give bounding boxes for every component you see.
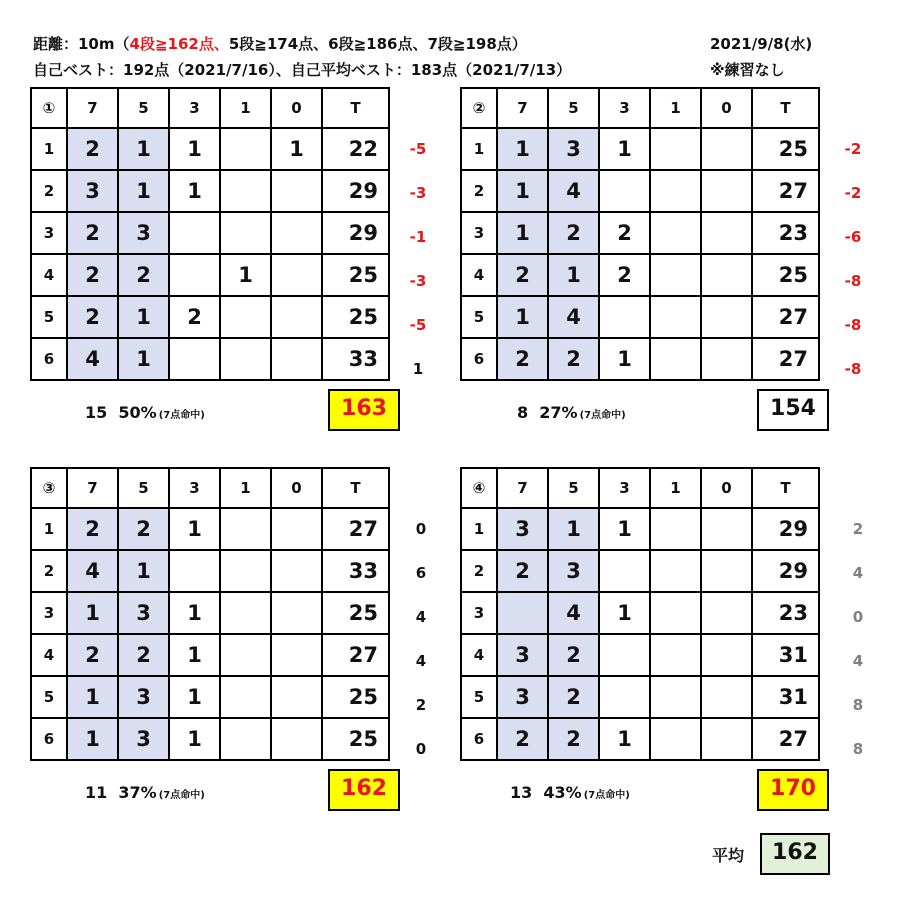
end-total: 31 <box>752 634 819 676</box>
hit-count-cell: 3 <box>548 128 599 170</box>
column-header: 1 <box>220 468 271 508</box>
hit-count-cell <box>599 550 650 592</box>
hit-summary <box>85 403 205 422</box>
round-table-1 <box>30 87 390 381</box>
hit-count-cell: 1 <box>169 634 220 676</box>
table-row <box>461 676 819 718</box>
hit-count-cell: 1 <box>497 296 548 338</box>
hit-count-cell: 1 <box>497 170 548 212</box>
score-difference: 4 <box>415 608 427 626</box>
round-table-2 <box>460 87 820 381</box>
end-total: 27 <box>752 170 819 212</box>
table-row <box>461 592 819 634</box>
column-header: 0 <box>271 88 322 128</box>
table-row <box>461 170 819 212</box>
score-difference: -1 <box>409 228 427 246</box>
hit-count-cell <box>701 592 752 634</box>
hit-count-cell: 3 <box>118 676 169 718</box>
hit-count-cell: 1 <box>548 508 599 550</box>
table-row <box>31 718 389 760</box>
column-header: 1 <box>650 468 701 508</box>
hit-count-cell: 1 <box>599 338 650 380</box>
hit-count-cell <box>701 170 752 212</box>
hit-count-cell <box>271 508 322 550</box>
hit-count-cell <box>701 296 752 338</box>
hit-count-cell <box>271 634 322 676</box>
hit-count-cell: 2 <box>599 254 650 296</box>
hit-count-cell <box>650 508 701 550</box>
hit-count-cell: 1 <box>169 676 220 718</box>
end-total: 29 <box>752 550 819 592</box>
column-header: T <box>752 468 819 508</box>
end-total: 27 <box>322 634 389 676</box>
column-header: 5 <box>548 468 599 508</box>
hit-count-cell <box>650 634 701 676</box>
table-row <box>31 634 389 676</box>
end-total: 33 <box>322 338 389 380</box>
column-header: 7 <box>67 88 118 128</box>
end-total: 23 <box>752 212 819 254</box>
hit-count-cell: 2 <box>118 508 169 550</box>
hit-count-cell <box>599 634 650 676</box>
hit-count-cell: 2 <box>497 718 548 760</box>
hit-count-cell: 4 <box>67 338 118 380</box>
hit-count-cell: 3 <box>118 718 169 760</box>
hit-count-cell <box>701 212 752 254</box>
hit-count-cell <box>650 170 701 212</box>
end-total: 29 <box>322 170 389 212</box>
hit-note: (7点命中) <box>158 790 205 801</box>
column-header: T <box>322 88 389 128</box>
round-total: 170 <box>757 769 829 811</box>
hit-count-cell <box>271 338 322 380</box>
end-number: 2 <box>31 550 67 592</box>
seven-point-count: 8 <box>517 403 529 422</box>
hit-count-cell: 2 <box>118 254 169 296</box>
hit-count-cell: 3 <box>497 634 548 676</box>
hit-count-cell <box>650 676 701 718</box>
score-difference: -6 <box>844 228 862 246</box>
end-total: 31 <box>752 676 819 718</box>
hit-count-cell <box>220 128 271 170</box>
hit-count-cell <box>701 718 752 760</box>
end-total: 25 <box>322 718 389 760</box>
end-number: 2 <box>461 170 497 212</box>
hit-count-cell: 1 <box>220 254 271 296</box>
hit-count-cell: 4 <box>67 550 118 592</box>
table-header-row <box>31 88 389 128</box>
hit-count-cell: 1 <box>67 676 118 718</box>
score-difference: -8 <box>844 272 862 290</box>
round-number-header: ③ <box>31 468 67 508</box>
score-difference: 0 <box>415 520 427 538</box>
hit-count-cell: 2 <box>497 550 548 592</box>
end-total: 29 <box>322 212 389 254</box>
table-row <box>461 254 819 296</box>
hit-count-cell <box>271 296 322 338</box>
table-row <box>31 508 389 550</box>
end-total: 29 <box>752 508 819 550</box>
hit-count-cell: 2 <box>169 296 220 338</box>
end-total: 27 <box>752 338 819 380</box>
hit-count-cell: 4 <box>548 296 599 338</box>
hit-count-cell <box>220 508 271 550</box>
rank-4-threshold: 4段≧162点、 <box>129 35 229 53</box>
hit-count-cell: 2 <box>548 676 599 718</box>
hit-summary <box>510 783 630 802</box>
hit-count-cell: 2 <box>67 254 118 296</box>
column-header: 7 <box>497 88 548 128</box>
hit-count-cell <box>701 254 752 296</box>
hit-count-cell <box>650 718 701 760</box>
hit-count-cell <box>169 254 220 296</box>
hit-count-cell: 2 <box>67 128 118 170</box>
hit-count-cell <box>701 338 752 380</box>
score-difference: 8 <box>852 740 864 758</box>
end-total: 27 <box>752 296 819 338</box>
hit-summary <box>85 783 205 802</box>
end-number: 1 <box>461 128 497 170</box>
end-total: 33 <box>322 550 389 592</box>
round-number-header: ① <box>31 88 67 128</box>
hit-count-cell <box>701 508 752 550</box>
hit-count-cell: 2 <box>548 212 599 254</box>
end-number: 5 <box>461 676 497 718</box>
column-header: T <box>752 88 819 128</box>
table-row <box>31 254 389 296</box>
hit-count-cell: 2 <box>67 508 118 550</box>
hit-count-cell <box>220 676 271 718</box>
hit-count-cell <box>271 718 322 760</box>
hit-summary <box>517 403 626 422</box>
column-header: 3 <box>599 88 650 128</box>
end-number: 1 <box>461 508 497 550</box>
column-header: T <box>322 468 389 508</box>
column-header: 1 <box>650 88 701 128</box>
average-label: 平均 <box>712 846 745 865</box>
table-row <box>31 550 389 592</box>
hit-count-cell <box>220 212 271 254</box>
table-row <box>461 212 819 254</box>
table-row <box>31 128 389 170</box>
score-difference: 4 <box>852 652 864 670</box>
hit-count-cell: 3 <box>118 212 169 254</box>
end-number: 3 <box>461 212 497 254</box>
hit-note: (7点命中) <box>579 410 626 421</box>
table-row <box>461 296 819 338</box>
hit-count-cell: 1 <box>118 128 169 170</box>
hit-count-cell: 2 <box>497 338 548 380</box>
hit-count-cell: 1 <box>599 128 650 170</box>
round-total: 162 <box>328 769 400 811</box>
hit-count-cell: 2 <box>497 254 548 296</box>
hit-count-cell: 4 <box>548 592 599 634</box>
score-difference: -5 <box>409 140 427 158</box>
table-row <box>461 508 819 550</box>
score-difference: -8 <box>844 316 862 334</box>
score-difference: -3 <box>409 184 427 202</box>
score-difference: 2 <box>415 696 427 714</box>
round-total: 163 <box>328 389 400 431</box>
average-value: 162 <box>760 833 830 875</box>
end-number: 3 <box>31 592 67 634</box>
column-header: 3 <box>599 468 650 508</box>
hit-count-cell: 2 <box>599 212 650 254</box>
end-total: 27 <box>752 718 819 760</box>
seven-point-percent: 27% <box>539 403 578 422</box>
hit-count-cell: 1 <box>67 592 118 634</box>
seven-point-count: 11 <box>85 783 108 802</box>
hit-count-cell: 3 <box>548 550 599 592</box>
hit-note: (7点命中) <box>583 790 630 801</box>
table-header-row <box>461 88 819 128</box>
hit-count-cell: 1 <box>118 296 169 338</box>
score-difference: -8 <box>844 360 862 378</box>
column-header: 0 <box>271 468 322 508</box>
hit-count-cell: 1 <box>169 718 220 760</box>
column-header: 3 <box>169 88 220 128</box>
hit-count-cell <box>169 212 220 254</box>
hit-count-cell: 1 <box>599 508 650 550</box>
score-difference: -3 <box>409 272 427 290</box>
seven-point-count: 13 <box>510 783 533 802</box>
hit-count-cell: 1 <box>169 592 220 634</box>
table-row <box>31 212 389 254</box>
hit-count-cell: 1 <box>118 550 169 592</box>
score-difference: -2 <box>844 184 862 202</box>
end-total: 25 <box>752 128 819 170</box>
round-table-3 <box>30 467 390 761</box>
end-number: 5 <box>31 676 67 718</box>
end-total: 25 <box>322 592 389 634</box>
score-difference: 6 <box>415 564 427 582</box>
hit-count-cell <box>599 676 650 718</box>
end-number: 2 <box>461 550 497 592</box>
hit-count-cell <box>220 592 271 634</box>
score-difference: -5 <box>409 316 427 334</box>
end-number: 3 <box>461 592 497 634</box>
end-total: 25 <box>322 254 389 296</box>
end-total: 23 <box>752 592 819 634</box>
round-table-4 <box>460 467 820 761</box>
end-number: 4 <box>461 254 497 296</box>
hit-count-cell: 1 <box>169 508 220 550</box>
hit-count-cell <box>599 296 650 338</box>
table-row <box>461 338 819 380</box>
score-difference: 2 <box>852 520 864 538</box>
round-total: 154 <box>757 389 829 431</box>
seven-point-percent: 37% <box>118 783 157 802</box>
score-difference: 8 <box>852 696 864 714</box>
hit-count-cell <box>220 170 271 212</box>
score-difference: 0 <box>852 608 864 626</box>
hit-count-cell: 3 <box>497 676 548 718</box>
hit-count-cell <box>220 634 271 676</box>
end-number: 6 <box>31 338 67 380</box>
round-number-header: ④ <box>461 468 497 508</box>
end-number: 4 <box>31 634 67 676</box>
table-header-row <box>461 468 819 508</box>
hit-count-cell: 3 <box>118 592 169 634</box>
table-row <box>461 718 819 760</box>
column-header: 5 <box>548 88 599 128</box>
end-total: 22 <box>322 128 389 170</box>
hit-note: (7点命中) <box>158 410 205 421</box>
hit-count-cell: 2 <box>548 338 599 380</box>
column-header: 0 <box>701 468 752 508</box>
seven-point-count: 15 <box>85 403 108 422</box>
seven-point-percent: 50% <box>118 403 157 422</box>
rank-thresholds: 5段≧174点、6段≧186点、7段≧198点） <box>228 35 527 53</box>
hit-count-cell <box>271 592 322 634</box>
hit-count-cell: 2 <box>548 718 599 760</box>
end-number: 6 <box>461 338 497 380</box>
hit-count-cell: 1 <box>497 128 548 170</box>
score-difference: 1 <box>412 360 424 378</box>
hit-count-cell <box>497 592 548 634</box>
hit-count-cell <box>271 550 322 592</box>
end-number: 2 <box>31 170 67 212</box>
hit-count-cell: 1 <box>118 338 169 380</box>
hit-count-cell: 1 <box>271 128 322 170</box>
end-total: 27 <box>322 508 389 550</box>
hit-count-cell <box>650 550 701 592</box>
hit-count-cell: 1 <box>599 592 650 634</box>
score-difference: 0 <box>415 740 427 758</box>
hit-count-cell <box>220 718 271 760</box>
table-row <box>31 338 389 380</box>
end-total: 25 <box>752 254 819 296</box>
distance-text: 距離：10m（ <box>33 35 130 53</box>
table-row <box>461 634 819 676</box>
hit-count-cell <box>220 296 271 338</box>
score-difference: -2 <box>844 140 862 158</box>
hit-count-cell <box>271 170 322 212</box>
column-header: 1 <box>220 88 271 128</box>
hit-count-cell <box>650 254 701 296</box>
hit-count-cell: 1 <box>548 254 599 296</box>
hit-count-cell: 1 <box>599 718 650 760</box>
hit-count-cell: 1 <box>169 170 220 212</box>
table-row <box>461 550 819 592</box>
column-header: 7 <box>497 468 548 508</box>
table-row <box>31 592 389 634</box>
end-total: 25 <box>322 296 389 338</box>
table-row <box>31 296 389 338</box>
hit-count-cell: 2 <box>67 296 118 338</box>
column-header: 0 <box>701 88 752 128</box>
hit-count-cell: 1 <box>169 128 220 170</box>
hit-count-cell: 4 <box>548 170 599 212</box>
hit-count-cell: 1 <box>67 718 118 760</box>
column-header: 5 <box>118 468 169 508</box>
end-number: 4 <box>31 254 67 296</box>
hit-count-cell <box>650 212 701 254</box>
round-number-header: ② <box>461 88 497 128</box>
hit-count-cell <box>271 254 322 296</box>
hit-count-cell <box>599 170 650 212</box>
end-number: 5 <box>31 296 67 338</box>
column-header: 7 <box>67 468 118 508</box>
column-header: 5 <box>118 88 169 128</box>
hit-count-cell <box>169 338 220 380</box>
table-header-row <box>31 468 389 508</box>
end-number: 6 <box>461 718 497 760</box>
end-number: 3 <box>31 212 67 254</box>
hit-count-cell <box>271 676 322 718</box>
end-number: 1 <box>31 508 67 550</box>
practice-note: ※練習なし <box>710 61 785 79</box>
end-number: 6 <box>31 718 67 760</box>
hit-count-cell <box>650 296 701 338</box>
hit-count-cell <box>220 338 271 380</box>
table-row <box>31 676 389 718</box>
score-difference: 4 <box>415 652 427 670</box>
hit-count-cell: 1 <box>497 212 548 254</box>
table-row <box>31 170 389 212</box>
hit-count-cell: 3 <box>497 508 548 550</box>
end-number: 1 <box>31 128 67 170</box>
seven-point-percent: 43% <box>543 783 582 802</box>
hit-count-cell: 2 <box>118 634 169 676</box>
table-row <box>461 128 819 170</box>
hit-count-cell: 3 <box>67 170 118 212</box>
hit-count-cell: 2 <box>67 634 118 676</box>
hit-count-cell: 1 <box>118 170 169 212</box>
column-header: 3 <box>169 468 220 508</box>
hit-count-cell: 2 <box>548 634 599 676</box>
end-number: 5 <box>461 296 497 338</box>
hit-count-cell <box>701 550 752 592</box>
personal-best-line: 自己ベスト：192点（2021/7/16）、自己平均ベスト：183点（2021/7/13） <box>33 61 572 79</box>
hit-count-cell <box>701 634 752 676</box>
end-number: 4 <box>461 634 497 676</box>
hit-count-cell <box>169 550 220 592</box>
hit-count-cell <box>650 338 701 380</box>
hit-count-cell <box>271 212 322 254</box>
session-date: 2021/9/8(水) <box>710 35 813 53</box>
distance-line <box>33 33 527 54</box>
hit-count-cell <box>650 128 701 170</box>
hit-count-cell <box>650 592 701 634</box>
hit-count-cell <box>220 550 271 592</box>
end-total: 25 <box>322 676 389 718</box>
hit-count-cell: 2 <box>67 212 118 254</box>
hit-count-cell <box>701 676 752 718</box>
hit-count-cell <box>701 128 752 170</box>
score-difference: 4 <box>852 564 864 582</box>
